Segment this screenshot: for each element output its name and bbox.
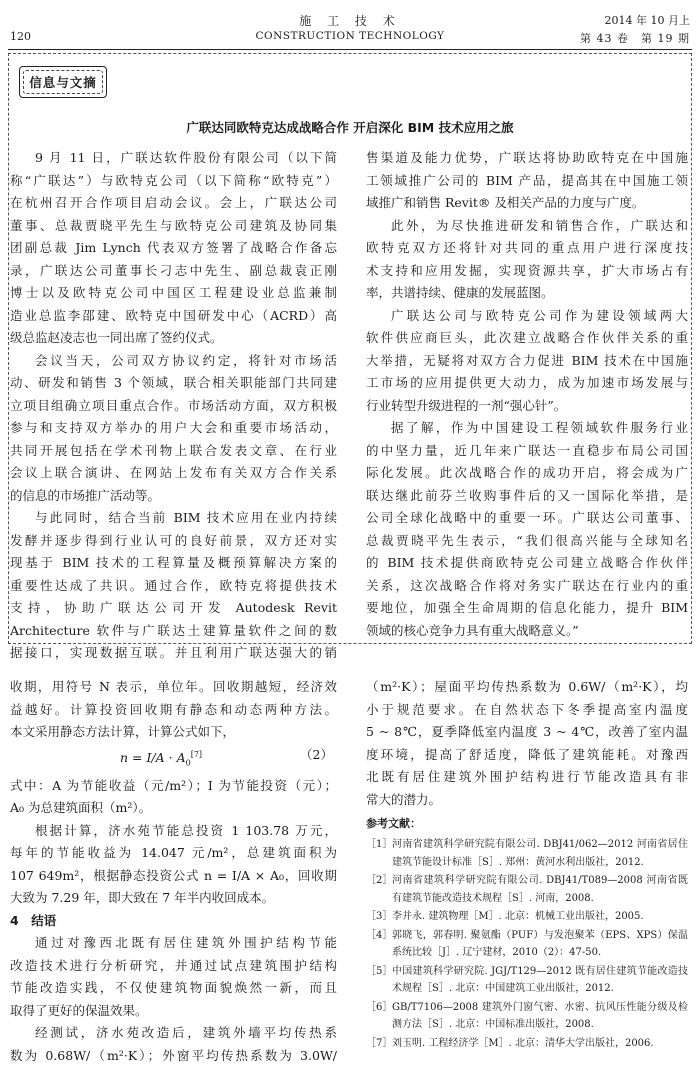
reference-text: 河南省建筑科学研究院有限公司. DBJ41/062—2012 河南省居住建筑节能设计标准［S］. 郑州：黄河水利出版社，2012. <box>392 839 688 868</box>
text-line: 益越好。计算投资回收期有静态和动态两种方法。 <box>10 701 337 717</box>
text-line: 重要性达成了共识。通过合作，欧特克将提供技术 <box>10 577 337 593</box>
news-left-column <box>10 147 337 665</box>
news-right-column <box>366 147 688 642</box>
reference-number: ［5］ <box>366 965 393 977</box>
journal-title-en: CONSTRUCTION TECHNOLOGY <box>255 30 445 42</box>
text-line: 支持，协助广联达公司开发 Autodesk Revit <box>10 600 337 615</box>
text-line: 每年的节能收益为 14.047 元/m²，总建筑面积为 <box>10 845 337 861</box>
text-line: 要地位，加强全生命周期的信息化能力，提升 BIM <box>366 600 688 615</box>
text-line: 术支持和应用发掘，实现资源共享，扩大市场占有 <box>366 262 688 278</box>
reference-item <box>366 836 688 871</box>
text-line: 大致为 7.29 年，即大致在 7 年半内收回成本。 <box>10 890 275 906</box>
text-line: 参与和支持双方举办的用户大会和重要市场活动， <box>10 420 337 435</box>
formula <box>10 744 337 775</box>
text-line: 会议上联合演讲、在网站上发布有关双方合作关系 <box>10 465 337 480</box>
text-line: 北既有居住建筑外围护结构进行节能改造具有非 <box>366 769 688 784</box>
text-line: 域推广和销售 Revit® 及相关产品的力度与广度。 <box>366 195 645 210</box>
reference-number: ［7］ <box>366 1037 393 1049</box>
text-line: 际化发展。此次战略合作的成功开启，将会成为广 <box>366 465 688 480</box>
reference-item <box>366 999 688 1034</box>
text-line: 的信息的市场推广活动等。 <box>10 487 161 503</box>
header-divider <box>8 49 692 50</box>
text-line: 此外，为尽快推进研发和销售合作，广联达和 <box>391 217 688 233</box>
text-line: 与此同时，结合当前 BIM 技术应用在业内持续 <box>35 510 337 525</box>
reference-number: ［3］ <box>366 911 393 922</box>
text-line: 共同开展包括在学术刊物上联合发表文章、在行业 <box>10 442 337 458</box>
reference-text: 李并永. 建筑物理［M］. 北京：机械工业出版社，2005. <box>392 911 644 922</box>
formula-expression: $n = I/A \cdot A_0[7]$ <box>120 749 203 768</box>
text-line: A₀ 为总建筑面积（m²）。 <box>10 800 152 816</box>
text-line: 收期，用符号 N 表示，单位年。回收期越短，经济效 <box>10 679 337 694</box>
text-line: 级总监赵凌志也一同出席了签约仪式。 <box>10 330 223 345</box>
reference-item <box>366 963 688 998</box>
text-line: 107 649m²，根据静态投资公式 n = I/A × A₀，回收期 <box>10 867 337 883</box>
text-line: 团副总裁 Jim Lynch 代表双方签署了战略合作备忘 <box>10 240 337 255</box>
text-line: 行业转型升级进程的一剂“强心针”。 <box>366 397 567 413</box>
text-line: 售渠道及能力优势，广联达将协助欧特克在中国施 <box>366 150 688 165</box>
text-line: 领域的核心竞争力具有重大战略意义。” <box>366 622 579 638</box>
section-tag-label: 信息与文摘 <box>23 70 103 94</box>
text-line: 大举措，无疑将对双方合力促进 BIM 技术在中国施 <box>366 352 688 368</box>
article-right-column <box>366 676 688 1053</box>
text-line: 取得了更好的保温效果。 <box>10 1002 148 1018</box>
text-line: 据接口，实现数据互联。并且利用广联达强大的销 <box>10 645 337 660</box>
text-line: 公司全球化战略中的重要一环。广联达公司董事、 <box>366 510 688 525</box>
text-line: 董事、总裁贾晓平先生与欧特克公司建筑及协同集 <box>10 217 337 233</box>
reference-item <box>366 1035 688 1053</box>
text-line: 总裁贾晓平先生表示，“我们很高兴能与全球知名 <box>366 532 688 548</box>
text-line: 关系，这次战略合作将对务实广联达在行业内的重 <box>366 577 688 593</box>
text-line: 工领域推广公司的 BIM 产品，提高其在中国施工领 <box>366 172 688 188</box>
text-line: Architecture 软件与广联达土建算量软件之间的数 <box>10 622 337 638</box>
reference-number: ［2］ <box>366 875 393 886</box>
text-line: 录，广联达公司董事长刁志中先生、副总裁袁正刚 <box>10 262 337 278</box>
reference-item <box>366 908 688 926</box>
text-line: 数为 0.68W/（m²·K）；外窗平均传热系数为 3.0W/ <box>10 1047 337 1063</box>
reference-item <box>366 927 688 962</box>
text-line: 软件供应商巨头，此次建立战略合作伙伴关系的重 <box>366 330 688 345</box>
text-line: （m²·K）；屋面平均传热系数为 0.6W/（m²·K），均 <box>366 679 688 694</box>
text-line: 改造技术进行分析研究，并通过试点建筑围护结构 <box>10 957 337 973</box>
reference-text: 河南省建筑科学研究院有限公司. DBJ41/T089—2008 河南省既有建筑节能改造技术规程［S］. 河南，2008. <box>392 875 688 904</box>
text-line: 据了解，作为中国建设工程领域软件服务行业 <box>391 420 688 435</box>
text-line: 造业总监李邵建、欧特克中国研发中心（ACRD）高 <box>10 307 337 323</box>
text-line: 5 ~ 8℃，夏季降低室内温度 3 ~ 4℃，改善了室内温 <box>366 724 688 739</box>
text-line: 本文采用静态方法计算，计算公式如下， <box>10 724 236 739</box>
text-line: 欧特克双方还将针对共同的重点用户进行深度技 <box>366 240 688 255</box>
text-line: 现基于 BIM 技术的工程算量及概预算解决方案的 <box>10 555 337 570</box>
reference-text: 郭晓飞，郭春明. 聚氨酯（PUF）与发泡聚苯（EPS、XPS）保温系统比较［J］. 辽宁建材，2010（2）：47-50. <box>392 929 688 958</box>
text-line: 的中坚力量，近几年来广联达一直稳步布局公司国 <box>366 442 688 458</box>
news-title: 广联达同欧特克达成战略合作 开启深化 BIM 技术应用之旅 <box>186 120 514 135</box>
text-line: 发酵并逐步得到行业认可的良好前景，双方还对实 <box>10 532 337 548</box>
references-title: 参考文献： <box>366 817 421 830</box>
text-line: 联达继此前芬兰收购事件后的又一国际化举措，是 <box>366 487 688 503</box>
text-line: 式中：A 为节能收益（元/m²）；I 为节能投资（元）； <box>10 777 337 793</box>
journal-title-cn: 施 工 技 术 <box>299 14 401 28</box>
text-line: 立项目组确立项目重点合作。市场活动方面，双方积极 <box>10 397 337 413</box>
text-line: 会议当天，公司双方协议约定，将针对市场活 <box>35 352 337 368</box>
text-line: 称“广联达”）与欧特克公司（以下简称“欧特克”） <box>10 172 337 188</box>
text-line: 度环境，提高了舒适度，降低了建筑能耗。对豫西 <box>366 746 688 762</box>
text-line: 工市场的应用提供更大动力，成为加速市场发展与 <box>366 375 688 390</box>
reference-text: GB/T7106—2008 建筑外门窗气密、水密、抗风压性能分级及检测方法［S］. 北京：中国标准出版社，2008. <box>392 1001 688 1030</box>
text-line: 在杭州召开合作项目启动会议。会上，广联达公司 <box>10 195 337 210</box>
reference-text: 刘玉明. 工程经济学［M］. 北京：清华大学出版社，2006. <box>392 1037 654 1049</box>
text-line: 常大的潜力。 <box>366 791 442 807</box>
text-line: 通过对豫西北既有居住建筑外围护结构节能 <box>35 935 337 951</box>
references-list <box>366 836 688 1052</box>
reference-number: ［4］ <box>366 929 393 941</box>
reference-item <box>366 872 688 907</box>
formula-number: （2） <box>300 746 333 762</box>
text-line: 广联达公司与欧特克公司作为建设领域两大 <box>391 307 688 323</box>
section-tag <box>19 66 107 98</box>
text-line: 小于规范要求。在自然状态下冬季提高室内温度 <box>366 701 688 717</box>
text-line: 根据计算，济水苑节能总投资 1 103.78 万元， <box>35 822 337 838</box>
text-line: 的 BIM 技术提供商欧特克公司建立战略合作伙伴 <box>366 555 688 570</box>
section-heading: 4 结语 <box>10 912 57 928</box>
text-line: 率，共谱持续、健康的发展蓝图。 <box>366 285 554 300</box>
reference-text: 中国建筑科学研究院. JGJ/T129—2012 既有居住建筑节能改造技术规程［S］. 北京：中国建筑工业出版社，2012. <box>392 965 688 994</box>
formula-citation: [7] <box>190 749 203 759</box>
page-number: 120 <box>10 30 31 43</box>
reference-number: ［1］ <box>366 839 393 850</box>
reference-number: ［6］ <box>366 1001 393 1013</box>
text-line: 经测试，济水苑改造后，建筑外墙平均传热系 <box>35 1025 337 1041</box>
volume-issue: 第 43 卷 第 19 期 <box>580 32 690 45</box>
article-left-column <box>10 676 337 1067</box>
text-line: 节能改造实践，不仅使建筑物面貌焕然一新，而且 <box>10 980 337 996</box>
text-line: 动、研发和销售 3 个领域，联合相关职能部门共同建 <box>10 375 337 390</box>
text-line: 博士以及欧特克公司中国区工程建设业总监兼制 <box>10 285 337 300</box>
page-header <box>8 6 692 46</box>
text-line: 9 月 11 日，广联达软件股份有限公司（以下简 <box>35 150 337 165</box>
issue-date: 2014 年 10 月上 <box>604 14 690 27</box>
